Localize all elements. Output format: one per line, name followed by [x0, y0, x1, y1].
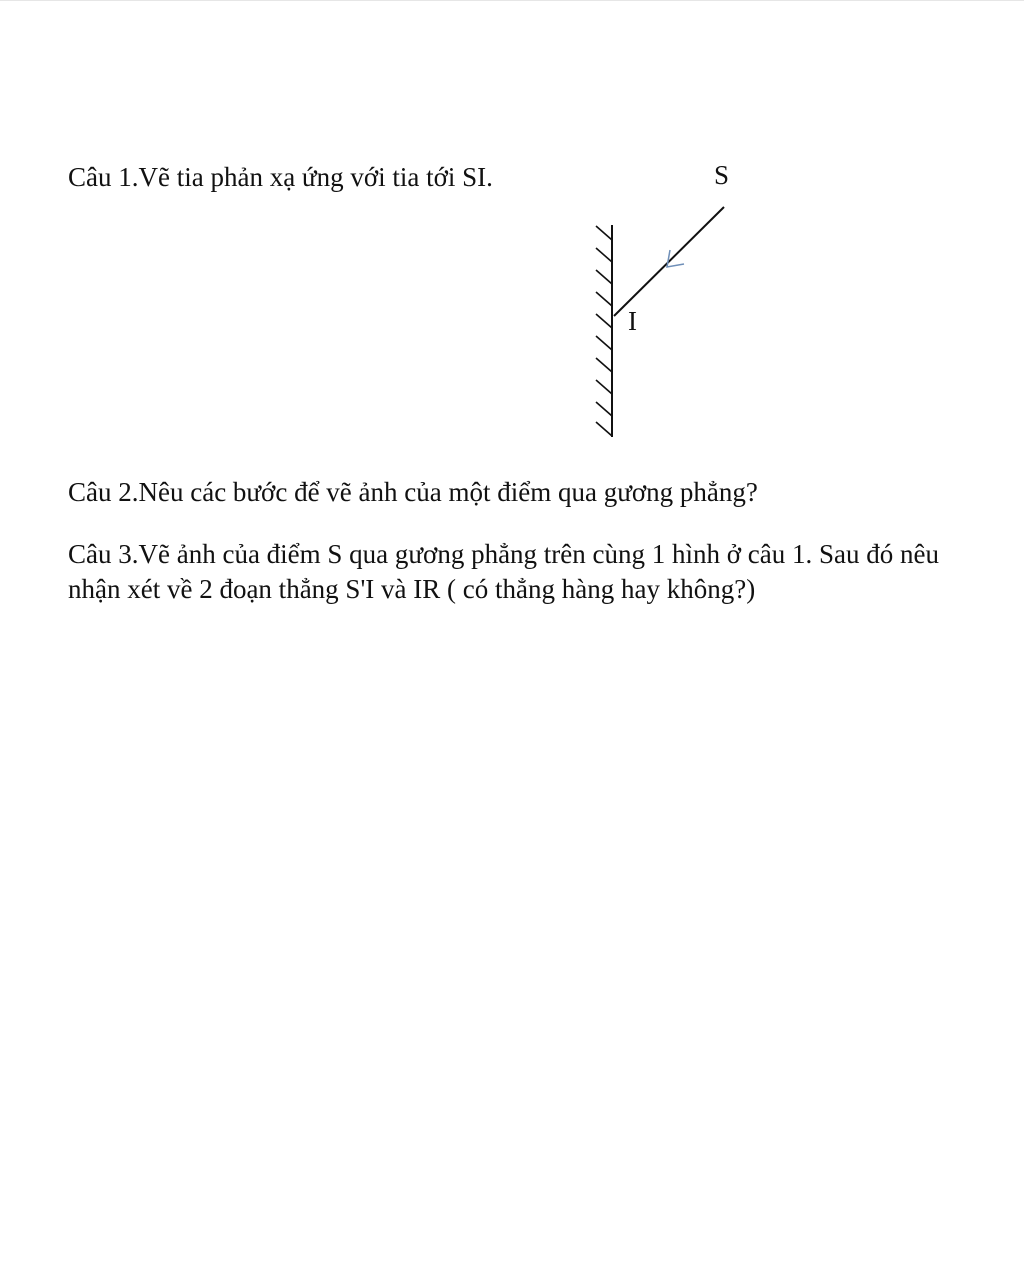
question-3 [68, 537, 939, 607]
question-2-text: Câu 2.Nêu các bước để vẽ ảnh của một điểm qua gương phẳng? [68, 477, 758, 507]
incident-ray-si [614, 207, 724, 316]
label-i: I [628, 306, 637, 336]
ray-direction-arrow [667, 250, 684, 267]
question-3-line-2: nhận xét về 2 đoạn thẳng S'I và IR ( có thẳng hàng hay không?) [68, 574, 756, 604]
label-s: S [714, 160, 730, 190]
question-1-text: Câu 1.Vẽ tia phản xạ ứng với tia tới SI. [68, 162, 493, 192]
page-top-border [0, 0, 1024, 1]
mirror-diagram [560, 150, 760, 450]
question-1 [68, 160, 493, 195]
question-2 [68, 475, 758, 510]
mirror-hatching [596, 226, 612, 436]
question-3-line-1: Câu 3.Vẽ ảnh của điểm S qua gương phẳng trên cùng 1 hình ở câu 1. Sau đó nêu [68, 539, 940, 569]
